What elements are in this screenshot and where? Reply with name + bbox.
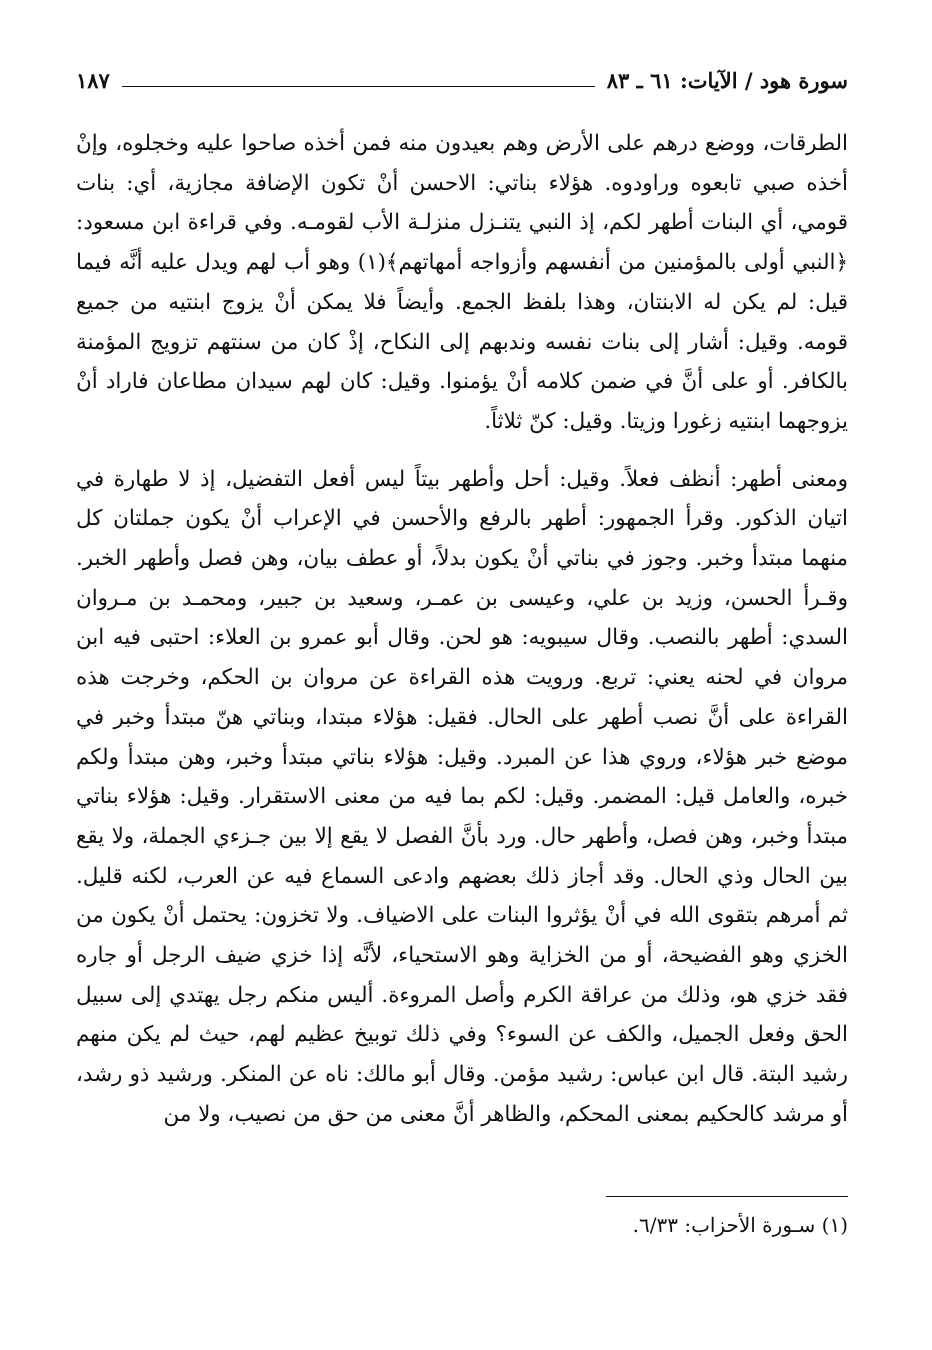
chapter-title: سورة هود / الآيات: ٦١ ـ ٨٣ — [606, 67, 848, 93]
footnote-divider — [606, 1196, 848, 1197]
running-header — [76, 60, 848, 100]
footnote: (١) سـورة الأحزاب: ٦/٣٣. — [632, 1213, 848, 1237]
paragraph-2: ومعنى أطهر: أنظف فعلاً. وقيل: أحل وأطهر بيتاً ليس أفعل التفضيل، إذ لا طهارة في اتيان الذكور. وقرأ الجمهور: أطهر بالرفع والأحسن في الإعراب أنْ يكون جملتان كل منهما مبتدأ وخبر. وجوز في بناتي أنْ يكون بدلاً، أو عطف بيان، وهن فصل وأطهر الخبر. وقـرأ الحسن، وزيد بن علي، وعيسى بن عمـر، وسعيد بن جبير، ومحمـد بن مـروان السدي: أطهر بالنصب. وقال سيبويه: هو لحن. وقال أبو عمرو بن العلاء: احتبى فيه ابن مروان في لحنه يعني: تربع. ورويت هذه القراءة عن مروان بن الحكم، وخرجت هذه القراءة على أنَّ نصب أطهر على الحال. فقيل: هؤلاء مبتدا، وبناتي هنّ مبتدأ وخبر في موضع خبر هؤلاء، وروي هذا عن المبرد. وقيل: هؤلاء بناتي مبتدأ وخبر، وهن مبتدأ ولكم خبره، والعامل قيل: المضمر. وقيل: لكم بما فيه من معنى الاستقرار. وقيل: هؤلاء بناتي مبتدأ وخبر، وهن فصل، وأطهر حال. ورد بأنَّ الفصل لا يقع إلا بين جـزءي الجملة، ولا يقع بين الحال وذي الحال. وقد أجاز ذلك بعضهم وادعى السماع فيه عن العرب، لكنه قليل. ثم أمرهم بتقوى الله في أنْ يؤثروا البنات على الاضياف. ولا تخزون: يحتمل أنْ يكون من الخزي وهو الفضيحة، أو من الخزاية وهو الاستحياء، لأنَّه إذا خزي ضيف الرجل أو جاره فقد خزي هو، وذلك من عراقة الكرم وأصل المروءة. أليس منكم رجل يهتدي إلى سبيل الحق وفعل الجميل، والكف عن السوء؟ وفي ذلك توبيخ عظيم لهم، حيث لم يكن منهم رشيد البتة. قال ابن عباس: رشيد مؤمن. وقال أبو مالك: ناه عن المنكر. ورشيد ذو رشد، أو مرشد كالحكيم بمعنى المحكم، والظاهر أنَّ معنى من حق من نصيب، ولا من — [76, 466, 848, 1127]
header-rule — [122, 86, 595, 87]
paragraph-1: الطرقات، ووضع درهم على الأرض وهم بعيدون منه فمن أخذه صاحوا عليه وخجلوه، وإنْ أخذه صبي تابعوه وراودوه. هؤلاء بناتي: الاحسن أنْ تكون الإضافة مجازية، أي: بنات قومي، أي البنات أطهر لكم، إذ النبي يتنـزل منزلـة الأب لقومـه. وفي قراءة ابن مسعود: ﴿النبي أولى بالمؤمنين من أنفسهم وأزواجه أمهاتهم﴾(١) وهو أب لهم ويدل عليه أنَّه فيما قيل: لم يكن له الابنتان، وهذا بلفظ الجمع. وأيضاً فلا يمكن أنْ يزوج ابنتيه من جميع قومه. وقيل: أشار إلى بنات نفسه وندبهم إلى النكاح، إذْ كان من سنتهم تزويج المؤمنة بالكافر. أو على أنَّ في ضمن كلامه أنْ يؤمنوا. وقيل: كان لهم سيدان مطاعان فاراد أنْ يزوجهما ابنتيه زغورا وزيتا. وقيل: كنّ ثلاثاً. — [76, 131, 848, 434]
main-text — [76, 124, 848, 1135]
page-number: ١٨٧ — [76, 67, 110, 93]
